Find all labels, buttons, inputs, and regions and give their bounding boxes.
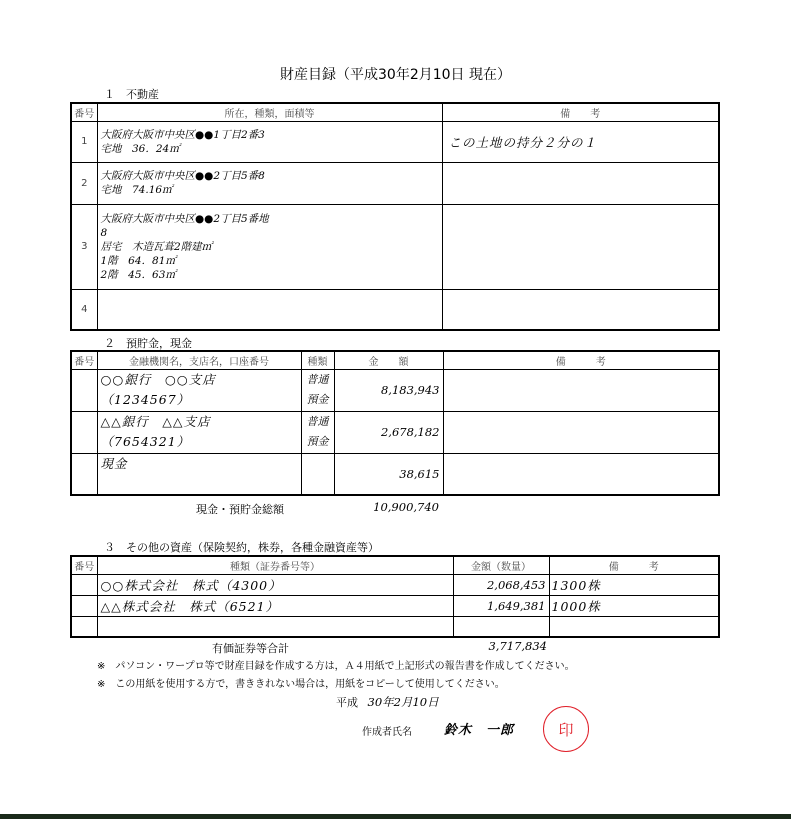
asset-item [97,616,453,637]
type-cell [301,369,334,411]
note-line: ※ パソコン・ワープロ等で財産目録を作成する方は，Ａ４用紙で上記形式の報告書を作成してください。 [97,661,575,672]
asset-item: ○○株式会社 株式（4300） [97,574,453,595]
section3-label: ３ その他の資産（保険契約，株券，各種金融資産等） [104,541,379,554]
deposits-table [70,350,720,496]
table-row [71,411,719,453]
amount-cell: 8,183,943 [334,369,443,411]
table-header-row [71,103,719,121]
table-row [71,121,719,162]
amount-cell: 2,678,182 [334,411,443,453]
property-line: 8 [100,226,108,239]
col-header-amount: 金額（数量） [453,556,549,574]
row-number [71,574,97,595]
col-header-item: 種類（証券番号等） [97,556,453,574]
row-number [71,595,97,616]
remarks-cell [443,411,719,453]
property-desc [97,289,442,330]
deposit-type: 普通 [306,415,329,428]
property-desc [97,162,442,204]
row-number: 1 [71,121,97,162]
deposit-type: 普通 [306,373,329,386]
deposits-total-label: 現金・預貯金総額 [196,503,284,516]
col-header-remarks: 備 考 [549,556,719,574]
row-number [71,616,97,637]
amount-cell: 38,615 [334,453,443,495]
row-number [71,369,97,411]
bank-name: △△銀行 △△支店 [100,414,211,429]
table-row [71,595,719,616]
securities-total-value: 3,717,834 [488,639,547,653]
property-line: 大阪府大阪市中央区●●2丁目5番8 [100,170,265,182]
row-number: 4 [71,289,97,330]
property-desc [97,121,442,162]
bank-cell [97,453,301,495]
property-line: 宅地 36．24㎡ [100,142,180,155]
table-row [71,289,719,330]
table-header-row [71,351,719,369]
table-row [71,204,719,289]
section1-label: １ 不動産 [104,88,159,101]
col-header-type: 種類 [301,351,334,369]
property-remarks [442,204,719,289]
deposit-type: 預金 [306,393,329,406]
col-header-no: 番号 [71,103,97,121]
bank-name: ○○銀行 ○○支店 [100,372,216,387]
author-label: 作成者氏名 [362,727,412,738]
account-number: （7654321） [100,434,191,449]
row-number: 2 [71,162,97,204]
asset-amount [453,616,549,637]
row-number: 3 [71,204,97,289]
property-desc [97,204,442,289]
property-line: 大阪府大阪市中央区●●2丁目5番地 [100,212,269,225]
bank-name: 現金 [100,455,128,471]
col-header-no: 番号 [71,351,97,369]
property-line: 居宅 木造瓦葺2階建㎡ [100,240,213,253]
date-value: 30年2月10日 [367,695,439,709]
bank-cell [97,411,301,453]
table-row [71,616,719,637]
date-line [336,694,439,710]
table-row [71,369,719,411]
property-line: 2階 45．63㎡ [100,268,176,281]
deposit-type: 預金 [306,435,329,448]
property-line: 大阪府大阪市中央区●●1丁目2番3 [100,128,265,141]
property-remarks [442,289,719,330]
row-number [71,411,97,453]
real-estate-table [70,102,720,331]
asset-remarks: 1000株 [549,595,719,616]
row-number [71,453,97,495]
col-header-no: 番号 [71,556,97,574]
author-name: 鈴木 一郎 [444,723,515,738]
col-header-location: 所在，種類，面積等 [97,103,442,121]
table-header-row [71,556,719,574]
table-row [71,574,719,595]
deposits-total-value: 10,900,740 [373,500,439,514]
asset-amount: 1,649,381 [453,595,549,616]
col-header-remarks: 備 考 [443,351,719,369]
table-row [71,453,719,495]
bank-cell [97,369,301,411]
table-row [71,162,719,204]
remarks-cell [443,453,719,495]
securities-total-label: 有価証券等合計 [212,642,289,655]
col-header-bank: 金融機関名，支店名，口座番号 [97,351,301,369]
property-remarks [442,162,719,204]
asset-remarks [549,616,719,637]
col-header-remarks: 備 考 [442,103,719,121]
note-line: ※ この用紙を使用する方で，書ききれない場合は，用紙をコピーして使用してください。 [97,679,505,690]
property-remarks: この土地の持分２分の１ [442,121,719,162]
property-line: 1階 64．81㎡ [100,254,176,267]
asset-amount: 2,068,453 [453,574,549,595]
bottom-bar [0,814,791,819]
seal-stamp: 印 [543,706,589,752]
col-header-amount: 金 額 [334,351,443,369]
type-cell [301,411,334,453]
page-title: 財産目録（平成30年2月10日 現在） [280,67,511,83]
property-line: 宅地 74.16㎡ [100,184,173,196]
asset-remarks: 1300株 [549,574,719,595]
other-assets-table [70,555,720,638]
type-cell [301,453,334,495]
asset-item: △△株式会社 株式（6521） [97,595,453,616]
remarks-cell [443,369,719,411]
section2-label: ２ 預貯金，現金 [104,337,192,350]
account-number: （1234567） [100,392,191,407]
date-era: 平成 [336,696,358,709]
